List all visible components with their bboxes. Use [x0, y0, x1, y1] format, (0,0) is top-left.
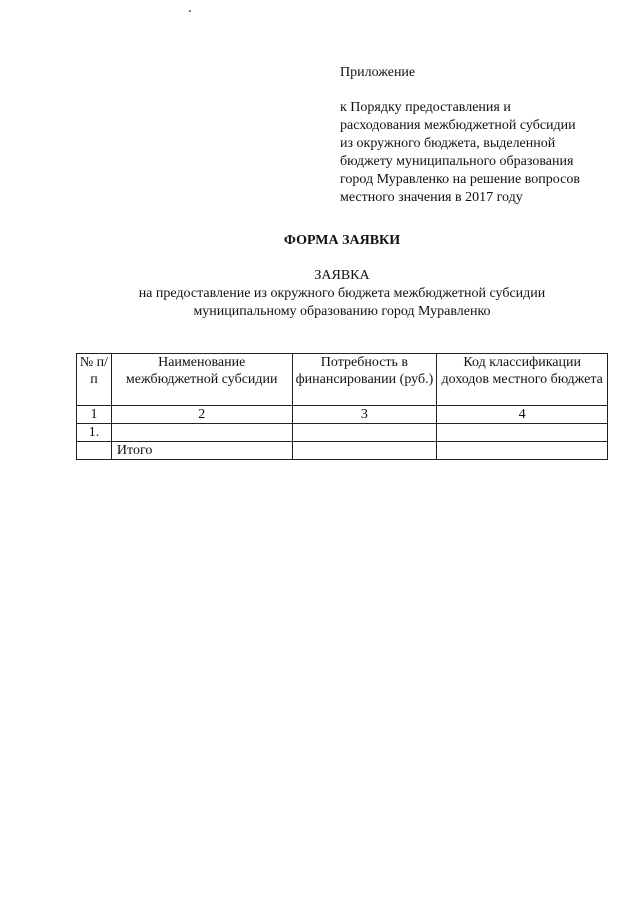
- column-number: 2: [111, 406, 292, 424]
- appendix-line: расходования межбюджетной субсидии: [340, 118, 576, 133]
- column-number: 4: [437, 406, 608, 424]
- appendix-line: к Порядку предоставления и: [340, 100, 511, 115]
- table-cell: [292, 442, 437, 460]
- table-header-row: [77, 354, 608, 406]
- header-subsidy-name: Наименование межбюджетной субсидии: [111, 354, 292, 406]
- request-title: ЗАЯВКА: [314, 268, 370, 283]
- table-cell: [111, 424, 292, 442]
- appendix-block: [340, 64, 630, 207]
- table-cell: [437, 424, 608, 442]
- column-number: 1: [77, 406, 112, 424]
- table-cell: [437, 442, 608, 460]
- appendix-line: город Муравленко на решение вопросов: [340, 172, 580, 187]
- total-row: [77, 442, 608, 460]
- table-row: [77, 424, 608, 442]
- request-subtitle-line: на предоставление из окружного бюджета межбюджетной субсидии: [138, 286, 546, 301]
- column-number-row: [77, 406, 608, 424]
- column-number: 3: [292, 406, 437, 424]
- table-cell: 1.: [77, 424, 112, 442]
- table-cell: [292, 424, 437, 442]
- appendix-title: Приложение: [340, 65, 416, 80]
- scan-speck: [189, 10, 191, 12]
- total-label: Итого: [111, 442, 292, 460]
- header-income-code: Код классификации доходов местного бюджета: [437, 354, 608, 406]
- appendix-line: местного значения в 2017 году: [340, 190, 523, 205]
- request-table: [76, 353, 608, 460]
- request-subtitle: [0, 285, 640, 321]
- appendix-line: из окружного бюджета, выделенной: [340, 136, 556, 151]
- form-heading: ФОРМА ЗАЯВКИ: [283, 233, 401, 248]
- header-number: № п/п: [77, 354, 112, 406]
- header-financing-need: Потребность в финансировании (руб.): [292, 354, 437, 406]
- appendix-line: бюджету муниципального образования: [340, 154, 574, 169]
- table-cell: [77, 442, 112, 460]
- request-subtitle-line: муниципальному образованию город Муравленко: [193, 304, 491, 319]
